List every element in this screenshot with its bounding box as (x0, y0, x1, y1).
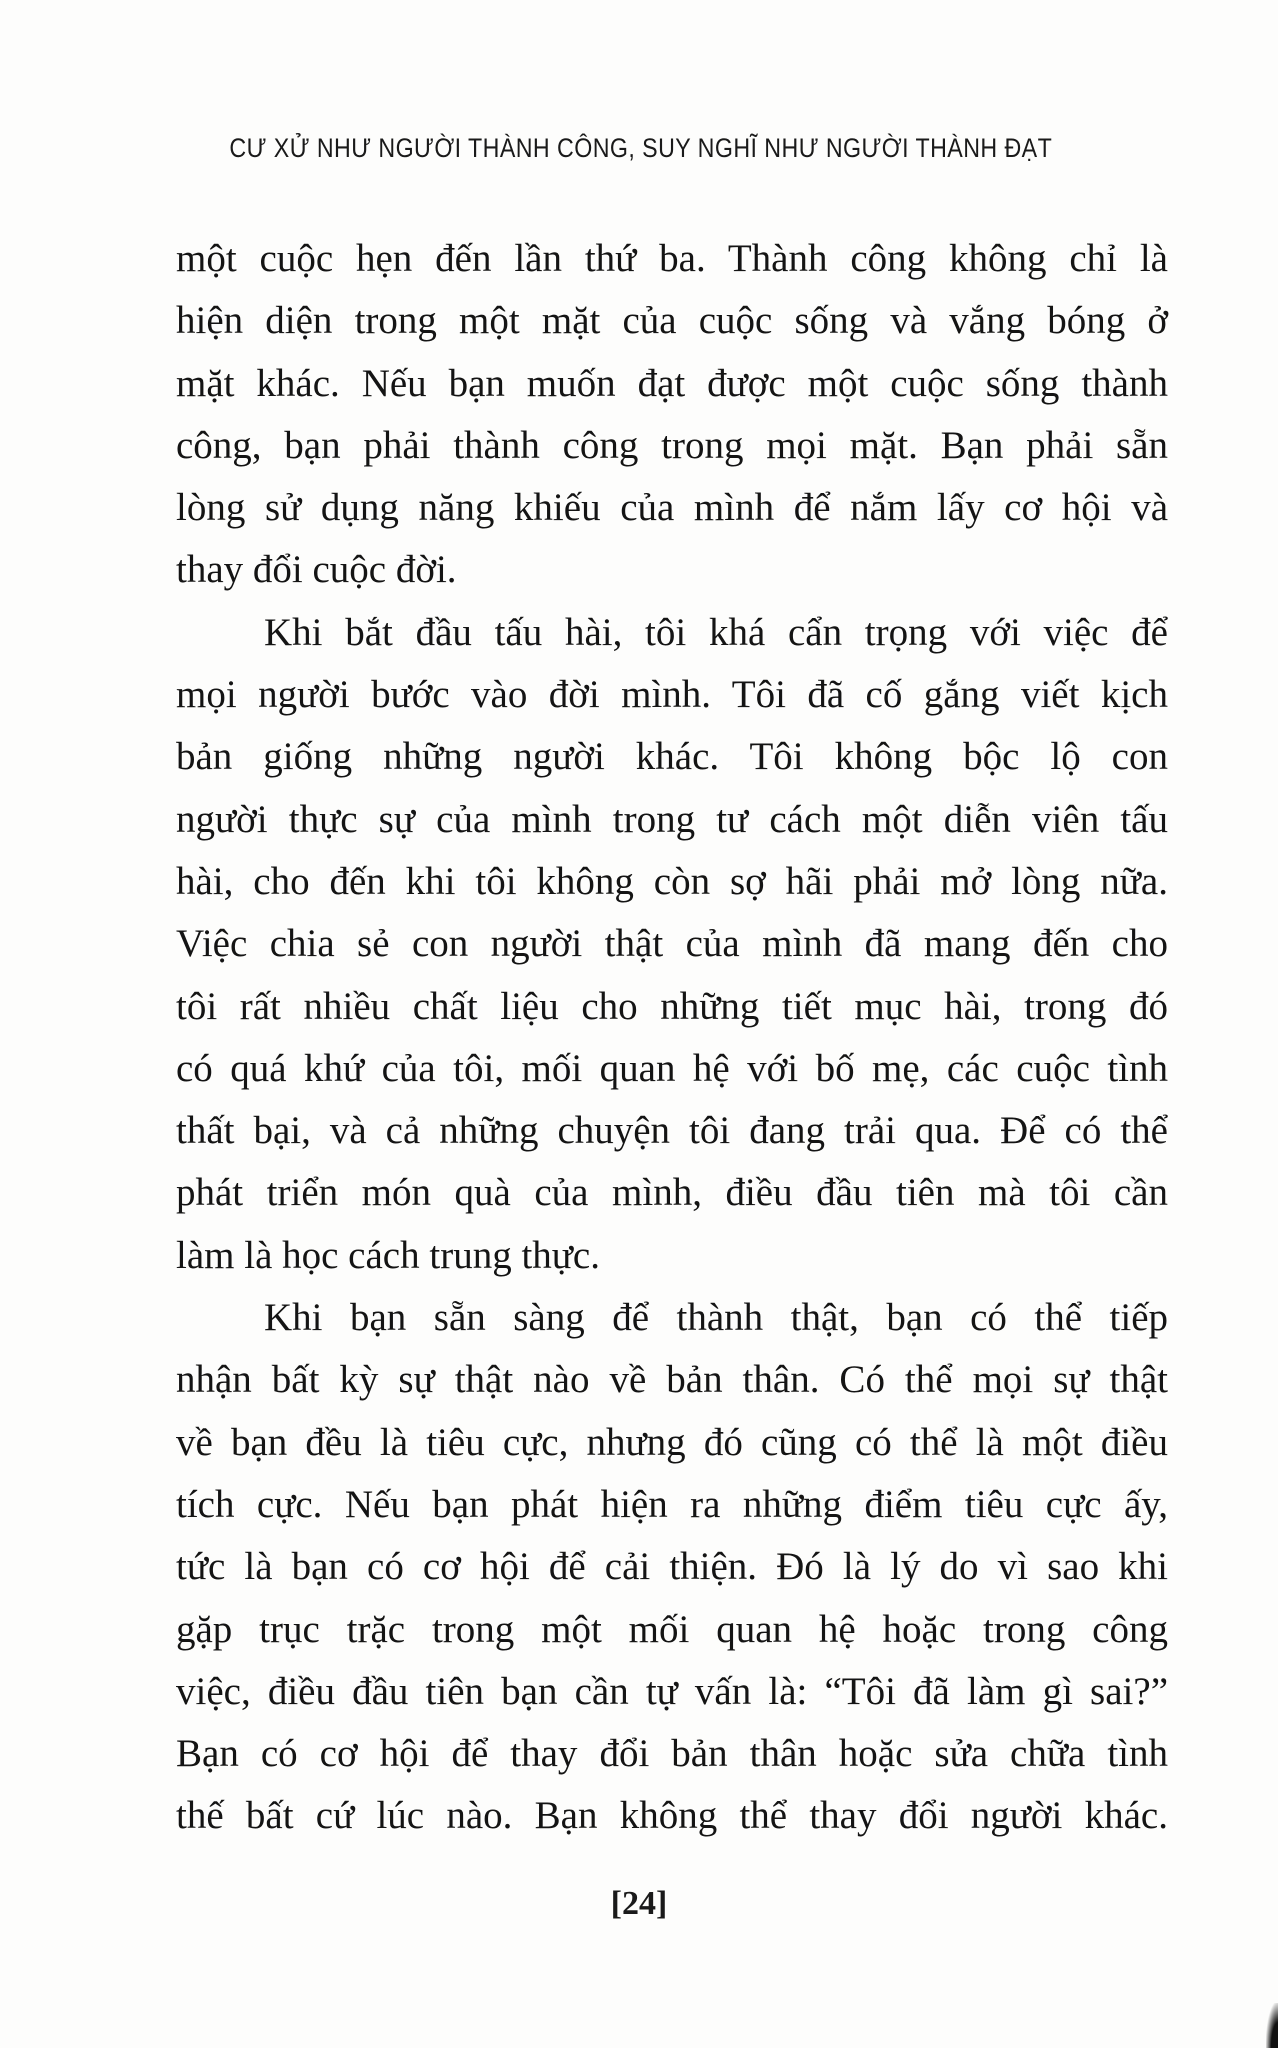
text-line: có quá khứ của tôi, mối quan hệ với bố mẹ, các cuộc tình (176, 1046, 1168, 1090)
page-edge-shadow (1266, 2003, 1278, 2048)
text-line: về bạn đều là tiêu cực, nhưng đó cũng có thể là một điều (176, 1420, 1168, 1464)
text-line: hài, cho đến khi tôi không còn sợ hãi phải mở lòng nữa. (176, 859, 1168, 903)
body-text (176, 228, 1168, 1848)
text-line: bản giống những người khác. Tôi không bộc lộ con (176, 735, 1168, 779)
text-line: tôi rất nhiều chất liệu cho những tiết mục hài, trong đó (176, 984, 1168, 1028)
text-line: phát triển món quà của mình, điều đầu tiên mà tôi cần (176, 1171, 1168, 1215)
text-line: một cuộc hẹn đến lần thứ ba. Thành công không chỉ là (176, 237, 1168, 280)
text-line: việc, điều đầu tiên bạn cần tự vấn là: “Tôi đã làm gì sai?” (176, 1669, 1168, 1713)
text-line: Bạn có cơ hội để thay đổi bản thân hoặc sửa chữa tình (176, 1732, 1168, 1776)
text-line: thay đổi cuộc đời. (176, 548, 457, 592)
text-line: công, bạn phải thành công trong mọi mặt. Bạn phải sẵn (176, 423, 1168, 467)
page-number: [24] (610, 1885, 668, 1922)
text-line: hiện diện trong một mặt của cuộc sống và vắng bóng ở (176, 299, 1168, 343)
text-line: thế bất cứ lúc nào. Bạn không thể thay đổi người khác. (176, 1794, 1168, 1838)
text-line: Việc chia sẻ con người thật của mình đã mang đến cho (176, 922, 1168, 966)
text-line: gặp trục trặc trong một mối quan hệ hoặc trong công (176, 1607, 1168, 1651)
text-line: mọi người bước vào đời mình. Tôi đã cố gắng viết kịch (176, 673, 1168, 717)
text-line: người thực sự của mình trong tư cách một diễn viên tấu (176, 797, 1168, 841)
text-line: nhận bất kỳ sự thật nào về bản thân. Có thể mọi sự thật (176, 1358, 1168, 1402)
text-line: mặt khác. Nếu bạn muốn đạt được một cuộc sống thành (176, 361, 1168, 405)
running-header: CƯ XỬ NHƯ NGƯỜI THÀNH CÔNG, SUY NGHĨ NHƯ NGƯỜI THÀNH ĐẠT (229, 133, 1053, 163)
text-line: tích cực. Nếu bạn phát hiện ra những điểm tiêu cực ấy, (176, 1482, 1168, 1526)
text-line: tức là bạn có cơ hội để cải thiện. Đó là lý do vì sao khi (176, 1545, 1168, 1589)
text-line: Khi bạn sẵn sàng để thành thật, bạn có thể tiếp (264, 1296, 1168, 1340)
text-line: lòng sử dụng năng khiếu của mình để nắm lấy cơ hội và (176, 486, 1168, 530)
text-line: làm là học cách trung thực. (176, 1233, 600, 1277)
text-line: Khi bắt đầu tấu hài, tôi khá cẩn trọng với việc để (264, 610, 1168, 654)
text-line: thất bại, và cả những chuyện tôi đang trải qua. Để có thể (176, 1109, 1168, 1153)
